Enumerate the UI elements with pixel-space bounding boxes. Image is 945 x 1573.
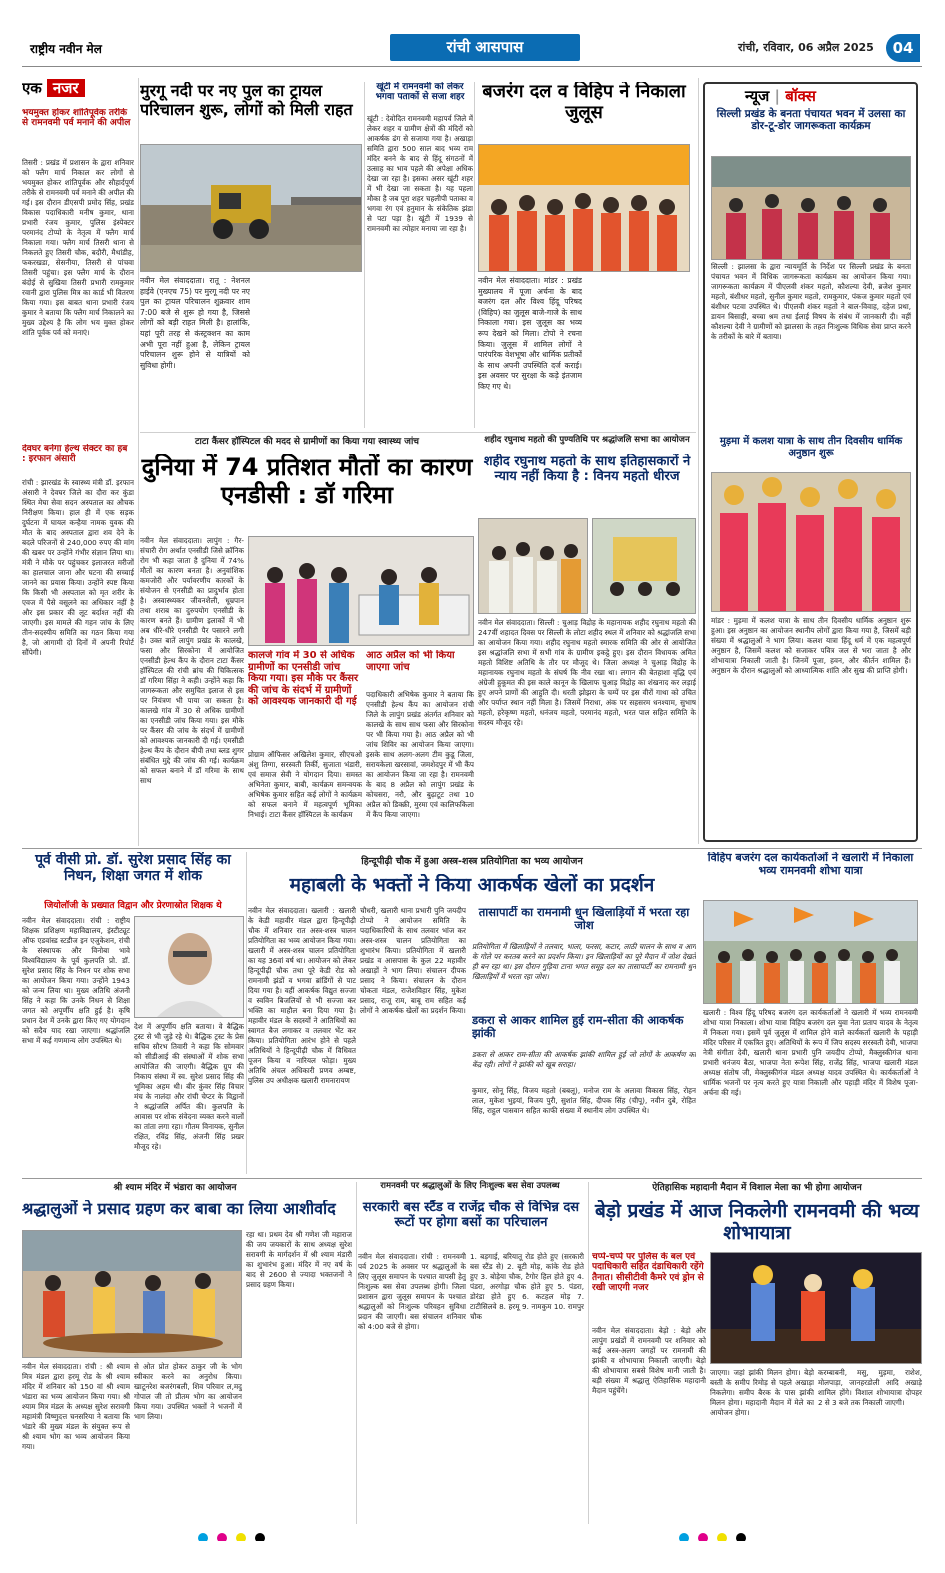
- vihip-procession-photo: [703, 900, 918, 1004]
- kalash-yatra-photo: [711, 472, 911, 612]
- newsbox-s1-body: सिल्ली : झालसा के द्वारा न्यायमूर्ति के निर्देश पर सिल्ली प्रखंड के बनता पंचायत भवन में विधिक जागरूकता कार्यक्रम का आयोजन किया गया। जागरूकता कार्यक्रम में पीएलवी शंकर महतो, कौशल्या देवी, ब्रजेश कुमार महतो, बंशीधर महतो, सुनील कुमार महतो, रामकुमार, पंकज कुमार महतो एवं बंशीधर पटवा उपस्थित थे। पीएलवी शंकर महतो ने बाल-विवाह, दहेज प्रथा, डायन बिसाही, बच्चा श्रम तथा ईलाई विषय के संबंध में जानकारी दी। वहीं कौशल्या देवी ने ग्रामीणों को झालसा के तहत निःशुल्क विधिक सेवा प्राप्त करने के तरीकों के बारे में बताया।: [711, 262, 911, 341]
- news-box-tag: न्यूज | बॉक्स: [745, 87, 816, 105]
- col-divider: [474, 82, 475, 428]
- eknazar-s1-body: तिसरी : प्रखंड में प्रशासन के द्वारा शनिवार को फ्लैग मार्च निकाल कर लोगों से भयमुक्त होकर शांतिपूर्वक और सौहार्दपूर्ण तरीके से रामनवमी पर्व मनाने की अपील की गई। इस दौरान डीएसपी प्रमोद सिंह, प्रखंड विकास पदाधिकारी मनीष कुमार, थाना प्रभारी रंजय कुमार, पुलिस इंस्पेक्टर परमानंद टोप्पो के नेतृत्व में फ्लैग मार्च निकाला गया। फ्लैग मार्च तिसरी थाना से निकलते हुए तिसरी चौक, बदौरी, मैथांडीह, फकरखडा, सेसनीया, तिसरी से पांचवा तिसरी पहुंचा। इस फ्लैग मार्च के दौरान बंदोई से सुखिया तिसरी प्रभारी रामकुमार रवानी द्वारा पुलिस मित्र का कार्ड भी वितरण किया गया। इस बाबत थाना प्रभारी रंजय कुमार ने बताया कि फ्लैग मार्च निकालने का मुख्य उद्देश्य है कि लोग भय मुक्त होकर शांति पूर्वक पर्व को मनाएं।: [22, 158, 134, 337]
- section-tab: रांची आसपास: [390, 34, 580, 61]
- mahabali-body: नवीन मेल संवाददाता। खलारी : खलारी के केडी महावीर मंडल द्वारा हिन्दूपीढ़ी चौक में शनिवार रात अस्त्र-शस्त्र चालन प्रतियोगिता का भव्य आयोजन किया गया। खलारी में अस्त्र-शस्त्र चालन प्रतियोगिता का यह 36वां वर्ष था। आयोजन को लेकर हिन्दूपीढ़ी चौक तथा पूरे केडी रोड को रामनामी झंडों व भगवा ब्रांडिंगों से पाट दिया गया है। वहीं आकर्षक विद्युत सज्जा व स्वविन बिजलियों से भी सज्जा कर भक्ति का माहौल बना दिया गया है। महावीर मंडल के सदस्यों ने आतिथियों का स्वागत बैज लगाकर व तलवार भेंट कर किया। प्रतियोगिता आरंभ होने से पहले अतिथियों ने हिन्दूपीढ़ी चौक में विधिवत पूजन किया व नारियल फोड़ा। मुख्य अतिथि अंचल अधिकारी प्रणव अम्बष्ट, पुलिस उप अधीक्षक खलारी रामनारायण: [248, 906, 356, 1085]
- row-divider: [140, 432, 696, 433]
- shyam-body3: रहा था। प्रथम देव श्री गणेश जी महाराज की जय जयकारों के साथ अध्यक्ष सुरेश सरावगी के मार्गदर्शन में श्री श्याम मंडारी का शुभारंभ हुआ। मंदिर में नए वर्ष के बाद से 2600 से ज्यादा भक्तजनों ने प्रसाद ग्रहण किया।: [246, 1230, 352, 1289]
- ncd-body: नवीन मेल संवाददाता। लापुंग : गैर-संचारी रोग अर्थात एनसीडी जिसे क्रॉनिक रोग भी कहा जाता है दुनिया में 74% मौतों का कारण बनता है। अनुवांशिक कमजोरी और पर्यावरणीय कारकों के संयोजन से एनसीडी का प्रादुर्भाव होता है। अस्वास्थ्यकर जीवनशैली, धूम्रपान तथा शराब का दुरुपयोग एनसीडी के कारण बनते हैं। ग्रामीण इलाकों में भी अब धीरे-धीरे एनसीडी पैर पसारने लगी है। उक्त बातें लापुंग प्रखंड के कालखे, फसा और सिरकोना में आयोजित एनसीडी हेल्थ कैंप के दौरान टाटा कैंसर हॉस्पिटल की रांची ब्रांच की चिकित्सक डॉ गरिमा सिंहा ने कही। उन्होंने कहा कि जागरूकता और समुचित इलाज से इस पर नियंत्रण भी पाया जा सकता है। कालखे गांव में 30 से अधिक ग्रामीणों का एनसीडी जांच किया गया। इस मौके पर कैंसर की जांच के संदर्भ में ग्रामीणों को आवश्यक जानकारी दी गई। एमसीडी हेल्थ कैंप के दौरान बीपी तथा ब्लड शुगर संबंधित मुद्दे की जांच की गई। कार्यक्रम को सफल बनाने में डॉ गरिमा के साथ साथ: [140, 536, 244, 785]
- row-divider: [22, 1178, 922, 1179]
- news-box: [703, 82, 918, 842]
- shyam-body2: से ओत प्रोत होकर ठाकुर जी के भोग स्वीकार करने का अनुरोध किया। खाटूनरेश बजरंगबली, शिव परिवार ल,मदु गोपाल जी तो प्रीतम भोग का आयोजन किया गया। उपस्थित भक्तों ने भजनों में भाग लिया।: [134, 1362, 242, 1421]
- color-swatch: [679, 1533, 689, 1542]
- col-divider: [588, 1182, 589, 1524]
- col-divider: [698, 78, 699, 844]
- suresh-body: नवीन मेल संवाददाता। रांची : राष्ट्रीय शिक्षक प्रशिक्षण महाविद्यालय, इंस्टीट्यूट ऑफ एडवांस्ड स्टडीज इन एजुकेशन, रांची के संस्थापक और विनोबा भावे विश्वविद्यालय के पूर्व कुलपति प्रो. डॉ. सुरेश प्रसाद सिंह के निधन पर शोक सभा का आयोजन किया गया। उन्होंने 1943 को जन्म लिया था। मुख्य अतिथि अंजनी सिंह ने कहा कि उनके निधन से शिक्षा जगत को अपूर्णीय क्षति हुई है। कृषि प्रधान देश में उनके द्वारा किए गए योगदान को सदैव याद रखा जाएगा। श्रद्धांजलि सभा में कई गणमान्य लोग उपस्थित थे।: [22, 916, 130, 1045]
- eknazar-s1-headline: भयमुक्त होकर शांतिपूर्वक तरीके से रामनवमी पर्व मनाने की अपील: [22, 108, 131, 129]
- raghunath-kicker: शहीद रघुनाथ महतो की पुण्यतिथि पर श्रद्धांजलि सभा का आयोजन: [484, 435, 690, 445]
- bero-body2: जाएगा। जहां झांकी मिलन होगा। बेड़ो बस्ती के समीप रिमोड़ से पहले अखाड़ा निकलेगा। समीप बैरक के पास झांकी मिलन होगा। महादानी मैदान में मेले का आयोजन होगा।: [710, 1368, 814, 1417]
- bajrang-headline: बजरंग दल व विहिप ने निकाला जुलूस: [482, 82, 686, 123]
- date-line: रांची, रविवार, 06 अप्रैल 2025: [738, 41, 874, 54]
- shyam-kicker: श्री श्याम मंदिर में भंडारा का आयोजन: [113, 1183, 237, 1193]
- ram-navami-tableau-photo: [710, 1252, 922, 1364]
- eknazar-s2-headline: देवघर बनेगा हेल्थ सेक्टर का हब : इरफान अंसारी: [22, 444, 128, 465]
- bero-body: नवीन मेल संवाददाता। बेड़ो : बेड़ो और लापुंग प्रखंडों में रामनवमी पर शनिवार को कई अस्त्र-अलग जगहों पर रामनामी की झांकी व शोभायात्रा निकाली जाएगी। बेड़ो की शोभायात्रा सबसे विशेष मानी जाती है। बड़ी संख्या में श्रद्धालु ऐतिहासिक महादानी मैदान पहुंचेंगे।: [592, 1326, 706, 1395]
- mahabali-body3: कुमार, सोनू सिंह, विजय महतो (बबलू), मनोज राम के अलावा विकास सिंह, रोहन लाल, मुकेश भुइयां, विजय पुरी, सुशांत सिंह, दीपक सिंह (चीपू), नवीन दुबे, रोहित सिंह, राहुल पासवान सहित काफी संख्या में स्थानीय लोग उपस्थित थे।: [472, 1086, 696, 1115]
- raghunath-body: नवीन मेल संवाददाता। सिल्ली : चुआड़ विद्रोह के महानायक शहीद रघुनाथ महतो की 247वीं शहादत दिवस पर सिल्ली के लोटा शहीद स्थल में शनिवार को श्रद्धांजलि सभा का आयोजन किया गया। शहीद रघुनाथ महतो स्मारक समिति की ओर से आयोजित इस श्रद्धांजलि सभा में सभी गांव के ग्रामीण इकट्ठे हुए। इस दौरान विधायक अमित महतो विशिष्ट अतिथि के तौर पर मौजूद थे। जिला अध्यक्ष ने चुआड़ विद्रोह के महानायक रघुनाथ महतो के संघर्ष कि नीव रखा था। लगान की बेतहाशा वृद्धि एवं अंग्रेजी हुकूमत की इस काले कानून के खिलाफ चुआड़ विद्रोह का शंखनाद कर लड़ाई हुए अपने प्राणों की आहुति दी। धरती झोझरा के चम्पें पर इस वीरों गाथा को उचित और पर्याप्त स्थान नहीं मिला है। जिसमें निराधा, अंक पर सहसरम धनश्याम, सुभाष महतो, हरेकृष्ण महतो, धनंजय महतो, परमानंद महतो, भरत पाल सहित समिति के सदस्य मौजूद रहे।: [478, 618, 696, 727]
- raghunath-meeting-photo-1: [478, 518, 588, 614]
- bridge-construction-photo: [140, 144, 362, 272]
- bhandara-photo: [22, 1230, 242, 1358]
- ncd-body3: पदाधिकारी अभिषेक कुमार ने बताया कि एनसीडी हेल्थ कैंप का आयोजन रांची जिले के लापुंग प्रखंड अंतर्गत शनिवार को कालखे के साथ साथ फसा और सिरकोना पर भी किया गया है। आठ अप्रैल को भी जांच शिविर का आयोजन किया जाएगा। इसके साथ अलग-अलग टीम कुडू जिला, सरायकेला खरसावां, जमशेदपुर में भी कैंप का आयोजन किया जा रहा है। रामनवमी के बाद 8 अप्रैल को लापुंग प्रखंड के कोचसरा, नरौ, और बुढ़ाटूट तथा 10 अप्रैल को डिक्क्री, मुरमा एवं कालिफकिला में कैंप किया जाएगा।: [366, 690, 474, 819]
- paper-name: राष्ट्रीय नवीन मेल: [30, 42, 102, 56]
- bajrang-body: नवीन मेल संवाददाता। मांडर : प्रखंड मुख्यालय में पूजा अर्चना के बाद बजरंग दल और विश्व हिंदू परिषद (विहिप) का जुलूस बाजे-गाजे के साथ निकाला गया। इस जुलूस का भव्य रूप देखने को मिला। टोपो ने रचना किया। जुलूस में शामिल लोगों ने पारंपरिक वेशभूषा और धार्मिक प्रतीकों के साथ अपनी उपस्थिति दर्ज कराई। इस अवसर पर सुरक्षा के कड़े इंतजाम किए गए थे।: [478, 276, 582, 391]
- shyam-headline: श्रद्धालुओं ने प्रसाद ग्रहण कर बाबा का लिया आशीर्वाद: [22, 1200, 336, 1218]
- raghunath-headline: शहीद रघुनाथ महतो के साथ इतिहासकारों ने न्याय नहीं किया है : विनय महतो धीरज: [483, 454, 691, 485]
- color-swatch: [255, 1533, 265, 1542]
- col-divider: [246, 852, 247, 1174]
- bus-routes: 1. बड़गाई, बरियातू रोड होते हुए (सरकारी बस स्टैंड से) 2. बूटी मोड़, कांके रोड होते हुए 3. बोड़ेया चौक, टैगोर हिल होते हुए 4. पंडरा, अरगोड़ा चौक होते हुए 5. पंडरा, डोरंडा होते हुए 6. कटहल मोड़ 7. टाटीसिलवे 8. हरमू 9. नामकुम 10. रामपुर चौक: [470, 1252, 584, 1321]
- color-swatch: [698, 1533, 708, 1542]
- shyam-body: नवीन मेल संवाददाता। रांची : श्री श्याम मित्र मंडल द्वारा हरमू रोड के श्री श्याम मंदिर में शनिवार को 150 वां श्री श्याम भंडारा का भव्य आयोजन किया गया। श्री श्याम मित्र मंडल के अध्यक्ष सुरेश सरावगी महामंत्री विष्णुदत्त चनसरिया ने बताया कि भंडारे की मुख्य मंडल के संयुक्त रूप से श्री श्याम भोग का भव्य आयोजन किया गया।: [22, 1362, 130, 1451]
- ncd-body2: प्रोग्राम ऑफिसर अखिलेश कुमार, सीएचओ अंशु तिग्गा, सरस्वती तिर्की, सुजाता भंडारी, एवं समाज सेवी ने योगदान दिया। समस्त अभिनेता कुमार, बाबी, कार्यक्रम समन्वयक अभिषेक कुमार सहित कई लोगों ने कार्यक्रम को सफल बनाने में महत्वपूर्ण भूमिका निभाई। टाटा कैंसर हॉस्पिटल के कार्यक्रम: [248, 750, 362, 819]
- bus-kicker: रामनवमी पर श्रद्धालुओं के लिए निःशुल्क बस सेवा उपलब्ध: [380, 1181, 560, 1191]
- hindpidhi-kicker: हिन्दूपीढ़ी चौक में हुआ अस्त्र-शस्त्र प्रतियोगिता का भव्य आयोजन: [361, 856, 583, 867]
- tata-kicker: टाटा कैंसर हॉस्पिटल की मदद से ग्रामीणों का किया गया स्वास्थ्य जांच: [194, 437, 420, 447]
- eknazar-s2-body: रांची : झारखंड के स्वास्थ्य मंत्री डॉ. इरफान अंसारी ने देवघर जिले का दौरा कर कुंडा स्थित मेघा सेवा सदन अस्पताल का औचक निरीक्षण किया। हाल ही में एक सड़क दुर्घटना में घायल कन्हैया नामक युवक की मौत के बाद अस्पताल द्वारा शव देने के बदले परिजनों से 240,000 रुपए की मांग की खबर पर उन्होंने गंभीर संज्ञान लिया था। मंत्री ने मौके पर पहुंचकर इलाजरत मरीजों का हालचाल जाना और घटना की सच्चाई जानने का प्रयास किया। उन्होंने स्पष्ट किया कि किसी भी अस्पताल को मृत शरीर के एवज में पैसे वसूलने का अधिकार नहीं है और इस प्रकार की लूट बर्दाश्त नहीं की जाएगी। इस मामले की गहन जांच के लिए तीन-सदस्यीय समिति का गठन किया गया है, जो आगामी दो दिनों में अपनी रिपोर्ट सौंपेगी।: [22, 478, 134, 657]
- news-box-tag-2: बॉक्स: [785, 87, 816, 105]
- news-box-tag-1: न्यूज: [745, 87, 770, 105]
- col-divider: [356, 1182, 357, 1524]
- eknazar-label-b: नजर: [47, 79, 85, 97]
- mahabali-sub2-body: डकरा से आकर राम-सीता की आकर्षक झांकी शामिल हुई जो लोगों के आकर्षण का केंद्र रही। लोगों ने झांकी को खूब सराहा।: [472, 1050, 696, 1069]
- color-swatch: [736, 1533, 746, 1542]
- bus-headline: सरकारी बस स्टैंड व राजेंद्र चौक से विभिन्न दस रूटों पर होगा बसों का परिचालन: [362, 1200, 580, 1231]
- masthead: [22, 30, 922, 64]
- ncd-headline: दुनिया में 74 प्रतिशत मौतों का कारण एनडीसी : डॉ गरिमा: [141, 454, 473, 509]
- mahabali-body2: चौधरी, खलारी थाना प्रभारी पुनि जयदीप टोप्पो ने आयोजन समिति के पदाधिकारियों के साथ तलवार भांज कर अस्त्र-शस्त्र चालन प्रतियोगिता का शुभारंभ किया। प्रतियोगिता में खलारी प्रखंड व आसपास के कुल 22 महावीर अखाड़ों ने भाग लिया। संचालन दीपक प्रसाद ने किया। संचालन के दौरान चोकता मंडल, राजेशविहार सिंह, मुकेश प्रसाद, राजू राम, बाबू राम सहित कई लोगों ने आकर्षक खेलों का प्रदर्शन किया।: [360, 906, 466, 1015]
- print-color-bar: [22, 1527, 922, 1541]
- raghunath-meeting-photo-2: [592, 518, 696, 614]
- suresh-sub: जियोलॉजी के प्रख्यात विद्वान और प्रेरणास्रोत शिक्षक थे: [44, 901, 222, 911]
- silli-awareness-photo: [711, 156, 911, 260]
- mahabali-sub1: तासापार्टी का रामनामी धुन खिलाड़ियों में भरता रहा जोश: [478, 906, 690, 933]
- color-swatch: [717, 1533, 727, 1542]
- ncd-aath-highlight: आठ अप्रैल को भी किया जाएगा जांच: [366, 650, 455, 673]
- color-swatch: [236, 1533, 246, 1542]
- eknazar-label-a: एक: [22, 79, 42, 97]
- suresh-headline: पूर्व वीसी प्रो. डॉ. सुरेश प्रसाद सिंह का निधन, शिक्षा जगत में शोक: [35, 852, 231, 885]
- murgu-headline: मुरगू नदी पर नए पुल का ट्रायल परिचालन शुरू, लोगों को मिली राहत: [140, 82, 353, 119]
- bero-sub: चप्पे-चप्पे पर पुलिस के बल एवं पदाधिकारी सहित दंडाधिकारी रहेंगे तैनात। सीसीटीवी कैमरे एवं ड्रोन से रखी जाएगी नजर: [592, 1252, 704, 1294]
- newsbox-s2-headline: मुड़मा में कलश यात्रा के साथ तीन दिवसीय धार्मिक अनुष्ठान शुरू: [719, 436, 903, 459]
- ncd-camp-photo: [248, 536, 474, 646]
- ncd-kalkhe-highlight: कालजे गांव में 30 से अधिक ग्रामीणों का एनसीडी जांच किया गया। इस मौके पर कैंसर की जांच के संदर्भ में ग्रामीणों को आवश्यक जानकारी दी गई: [248, 650, 359, 708]
- mahabali-sub2: डकरा से आकर शामिल हुई राम-सीता की आकर्षक झांकी: [472, 1014, 684, 1041]
- suresh-body2: देश में अपूर्णीय क्षति बताया। वे बैद्धिक ट्रस्ट से भी जुड़े रहे थे। बैद्धिक ट्रस्ट के प्रेस सचिव सौरभ तिवारी ने कहा कि सोमवार को सीडीआई की संस्थाओं में शोक सभा आयोजित की जाएगी। बैद्धिक ग्रुप की निकाय संस्था में स्व. सुरेश प्रसाद सिंह की भूमिका अहम थी। बीर कुंवर सिंह विचार मंच के नालंदा और रांची चेप्टर के विद्वानों ने श्रद्धांजलि अर्पित की। कुलपति के आवास पर शोक संवेदना व्यक्त करने वालों का तांता लगा रहा। गौतम विनायक, सुनील रक्षित, रविंद्र सिंह, अंजनी सिंह प्रखर मौजूद रहे।: [134, 1022, 244, 1151]
- bajrang-rally-photo: [478, 144, 690, 272]
- murgu-body-cont: [253, 276, 363, 424]
- vihip-body: खलारी : विश्व हिंदू परिषद बजरंग दल कार्यकर्ताओं ने खलारी में भव्य रामनवमी शोभा यात्रा निकाला। शोभा यात्रा विहिप बजरंग दल युवा नेता प्रताप यादव के नेतृत्व में निकला गया। इसमें पूर्व जुलूस में शामिल होने वाले कार्यकर्ता खलारी के पहाड़ी मंदिर परिसर में एकत्रित हुए। अतिथियों के रूप में जिप सदस्य सरस्वती देवी, भाजपा नेत्री संगीता देवी, खलारी थाना प्रभारी पुनि जयदीप टोप्पो, मैक्लुस्कीगंज थाना प्रभारी धनंजय बैठा, भाजपा नेता रूपेश सिंह, राजेंद्र सिंह, भाजपा खलारी मंडल अध्यक्ष संतोष जी, मेक्लुस्कीगंज मंडल अध्यक्ष यादव उपस्थित थे। कार्यकर्ताओं ने धार्मिक भजनों पर नृत्य करते हुए यात्रा निकाली और पहाड़ी मंदिर में विशेष पूजा-अर्चना की गई।: [703, 1008, 918, 1097]
- eknazar-label: [22, 78, 132, 102]
- bero-kicker: ऐतिहासिक महादानी मैदान में विशाल मेला का भी होगा आयोजन: [652, 1183, 862, 1193]
- newsbox-s2-body: मांडर : मुड़मा में कलश यात्रा के साथ तीन दिवसीय धार्मिक अनुष्ठान शुरू हुआ। इस अनुष्ठान का आयोजन स्थानीय लोगों द्वारा किया गया है, जिसमें बड़ी संख्या में श्रद्धालुओं ने भाग लिया। कलश यात्रा हिंदू धर्म में एक महत्वपूर्ण अनुष्ठान है, जिसमें कलश को सजाकर पवित्र जल से भरा जाता है और शोभायात्रा निकाली जाती है। जिनमें पूजा, हवन, और कीर्तन शामिल हैं। अनुष्ठान के दौरान श्रद्धालुओं को आध्यात्मिक शांति और सुख की प्राप्ति होगी।: [711, 616, 911, 675]
- masthead-divider: [22, 66, 922, 67]
- color-swatch: [198, 1533, 208, 1542]
- col-divider: [138, 78, 139, 846]
- suresh-portrait: [134, 916, 244, 1018]
- mahabali-sub1-body: प्रतियोगिता में खिलाड़ियों ने तलवार, भाला, फरसा, कटार, लाठी चालन के साथ व आग के गोले पर करतब करने का प्रदर्शन किया। इन खिलाड़ियों का पूरे मैदान में जोश देखते ही बन रहा था। इस दौरान गुड़िया टाना भगत समूह दल का तासापार्टी का रामनामी धुन खिलाड़ियों में भरता रहा जोश।: [472, 942, 696, 981]
- bero-body3: करम्बाबनी, मसु, मुड़मा, राशेश, मोलपाड़ा, जानहरडोली आदि अखाड़े शामिल होंगे। विशाल शोभायात्रा दोपहर 2 से 3 बजे तक निकाली जाएगी।: [818, 1368, 922, 1407]
- khunti-body: खूंटी : देवोदित रामनवमी महापर्व जिले में लेकर शहर व ग्रामीण क्षेत्रों की मंदिरों को आकर्षक ढंग से सजाया गया है। अखाड़ा समिति द्वारा 500 साल बाद भव्य राम मंदिर बनने के बाद से हिंदू संगठनों में उत्साह का भाव पहले की अपेक्षा अधिक देखा जा रहा है। इसका असर खूंटी शहर में भी देखा जा सकता है। यह पहला मौका है जब पूरा शहर चहलीपी पताका व भगवा रंग एवं हनुमान के संकेतिक झंडा से पटा पड़ा है। खूंटी में 1939 से रामनवमी का त्योहार मनाया जा रहा है।: [367, 114, 473, 233]
- row-divider: [22, 848, 922, 849]
- murgu-body: नवीन मेल संवाददाता। रातू : नेशनल हाईवे (एनएच 75) पर मुरगू नदी पर नए पुल का ट्रायल परिचालन शुक्रवार शाम 7:00 बजे से शुरू हो गया है, जिससे लोगों को बड़ी राहत मिली है। हालांकि, यहां पूरी तरह से कंस्ट्रक्शन का काम अभी पूरा नहीं हुआ है, लेकिन ट्रायल परिचालन शुरू होने से यात्रियों को सुविधा होगी।: [140, 276, 250, 370]
- khunti-headline: खूंटी में रामनवमी को लेकर भगवा पताकों से सजा शहर: [375, 82, 465, 103]
- bus-body: नवीन मेल संवाददाता। रांची : रामनवमी पर्व 2025 के अवसर पर श्रद्धालुओं के लिए जुलूस समापन के पश्चात वापसी हेतु निःशुल्क बस सेवा उपलब्ध होगी। जिला प्रशासन द्वारा जुलूस समापन के पश्चात श्रद्धालुओं को निःशुल्क परिवहन सुविधा प्रदान की जाएगी। बस संचालन शनिवार को 4:00 बजे से होगा।: [358, 1252, 466, 1331]
- bero-headline: बेड़ो प्रखंड में आज निकलेगी रामनवमी की भव्य शोभायात्रा: [594, 1200, 920, 1245]
- newsbox-s1-headline: सिल्ली प्रखंड के बनता पंचायत भवन में उलसा का डोर-टू-डोर जागरूकता कार्यक्रम: [716, 108, 906, 133]
- color-swatch: [217, 1533, 227, 1542]
- page-number: 04: [886, 34, 920, 62]
- mahabali-headline: महाबली के भक्तों ने किया आकर्षक खेलों का प्रदर्शन: [289, 874, 655, 896]
- col-divider: [364, 82, 365, 428]
- vihip-headline: विहिप बजरंग दल कार्यकर्ताओं ने खलारी में निकाला भव्य रामनवमी शोभा यात्रा: [707, 852, 914, 877]
